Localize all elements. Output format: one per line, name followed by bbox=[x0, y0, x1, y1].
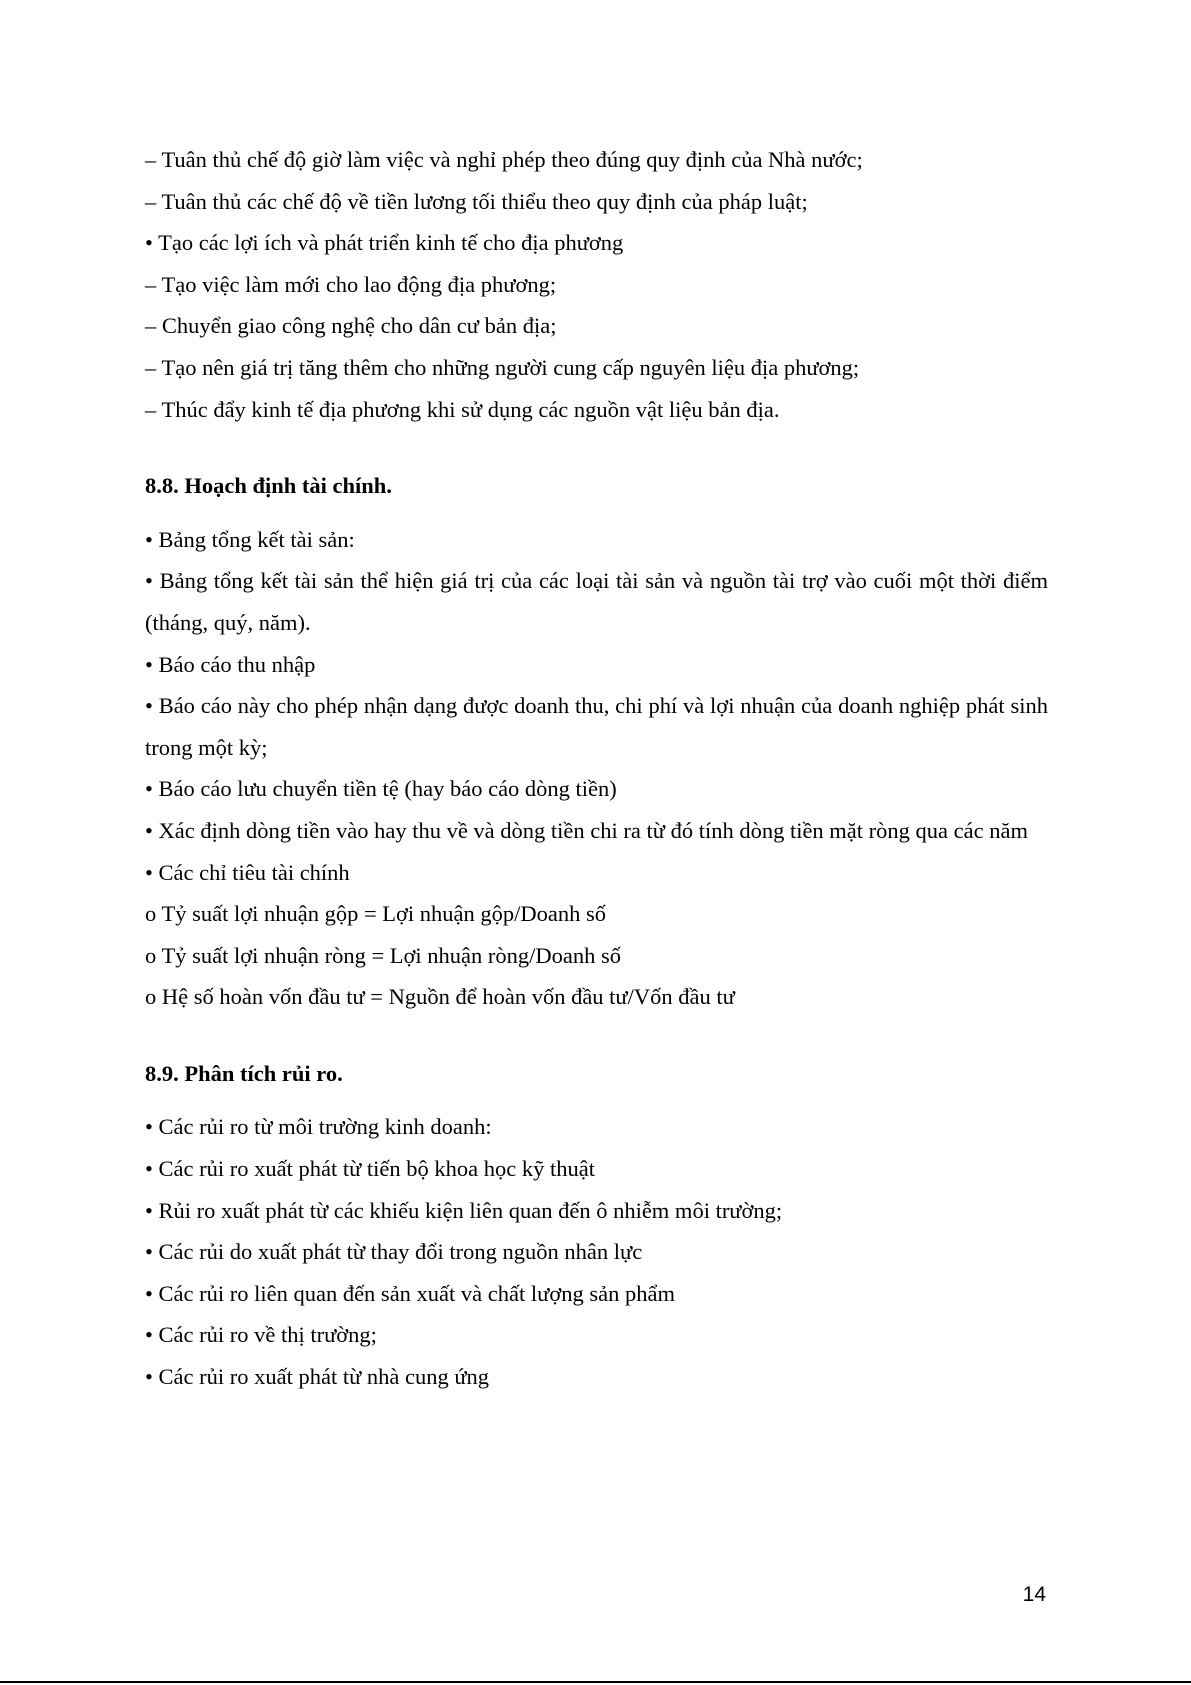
intro-line: – Chuyển giao công nghệ cho dân cư bản địa; bbox=[145, 313, 557, 339]
intro-line: – Tuân thủ chế độ giờ làm việc và nghỉ phép theo đúng quy định của Nhà nước; bbox=[145, 147, 863, 172]
page-content bbox=[145, 139, 1048, 1398]
intro-line: – Thúc đẩy kinh tế địa phương khi sử dụng các nguồn vật liệu bản địa. bbox=[145, 396, 780, 422]
section-heading-risk-analysis: 8.9. Phân tích rủi ro. bbox=[145, 1060, 343, 1086]
formula-item: o Hệ số hoàn vốn đầu tư = Nguồn để hoàn vốn đầu tư/Vốn đầu tư bbox=[145, 984, 735, 1010]
bottom-divider bbox=[0, 1681, 1191, 1683]
page-number: 14 bbox=[1022, 1583, 1046, 1606]
list-item: • Rủi ro xuất phát từ các khiếu kiện liên quan đến ô nhiễm môi trường; bbox=[145, 1197, 783, 1223]
list-item: • Bảng tổng kết tài sản thể hiện giá trị của các loại tài sản và nguồn tài trợ vào cuối một thời điểm (tháng, quý, năm). bbox=[145, 568, 1048, 635]
list-item: • Báo cáo này cho phép nhận dạng được doanh thu, chi phí và lợi nhuận của doanh nghiệp phát sinh trong một kỳ; bbox=[145, 693, 1048, 760]
list-item: • Các rủi ro từ môi trường kinh doanh: bbox=[145, 1114, 492, 1140]
list-item: • Xác định dòng tiền vào hay thu về và dòng tiền chi ra từ đó tính dòng tiền mặt ròng qua các năm bbox=[145, 817, 1028, 843]
formula-item: o Tỷ suất lợi nhuận gộp = Lợi nhuận gộp/Doanh số bbox=[145, 901, 607, 927]
list-item: • Bảng tổng kết tài sản: bbox=[145, 526, 355, 552]
list-item: • Các rủi ro liên quan đến sản xuất và chất lượng sản phẩm bbox=[145, 1280, 675, 1306]
formula-item: o Tỷ suất lợi nhuận ròng = Lợi nhuận ròng/Doanh số bbox=[145, 942, 622, 968]
list-item: • Các rủi ro xuất phát từ tiến bộ khoa học kỹ thuật bbox=[145, 1156, 595, 1182]
list-item: • Báo cáo thu nhập bbox=[145, 651, 316, 677]
list-item: • Các rủi ro xuất phát từ nhà cung ứng bbox=[145, 1364, 490, 1390]
intro-line: • Tạo các lợi ích và phát triển kinh tế cho địa phương bbox=[145, 230, 624, 256]
intro-line: – Tạo nên giá trị tăng thêm cho những người cung cấp nguyên liệu địa phương; bbox=[145, 354, 860, 380]
list-item: • Các rủi do xuất phát từ thay đổi trong nguồn nhân lực bbox=[145, 1239, 643, 1265]
list-item: • Báo cáo lưu chuyển tiền tệ (hay báo cáo dòng tiền) bbox=[145, 776, 617, 802]
section-heading-financial-planning: 8.8. Hoạch định tài chính. bbox=[145, 473, 392, 499]
intro-line: – Tuân thủ các chế độ về tiền lương tối thiểu theo quy định của pháp luật; bbox=[145, 188, 808, 214]
list-item: • Các rủi ro về thị trường; bbox=[145, 1322, 377, 1348]
list-item: • Các chỉ tiêu tài chính bbox=[145, 859, 350, 885]
intro-line: – Tạo việc làm mới cho lao động địa phương; bbox=[145, 271, 557, 297]
